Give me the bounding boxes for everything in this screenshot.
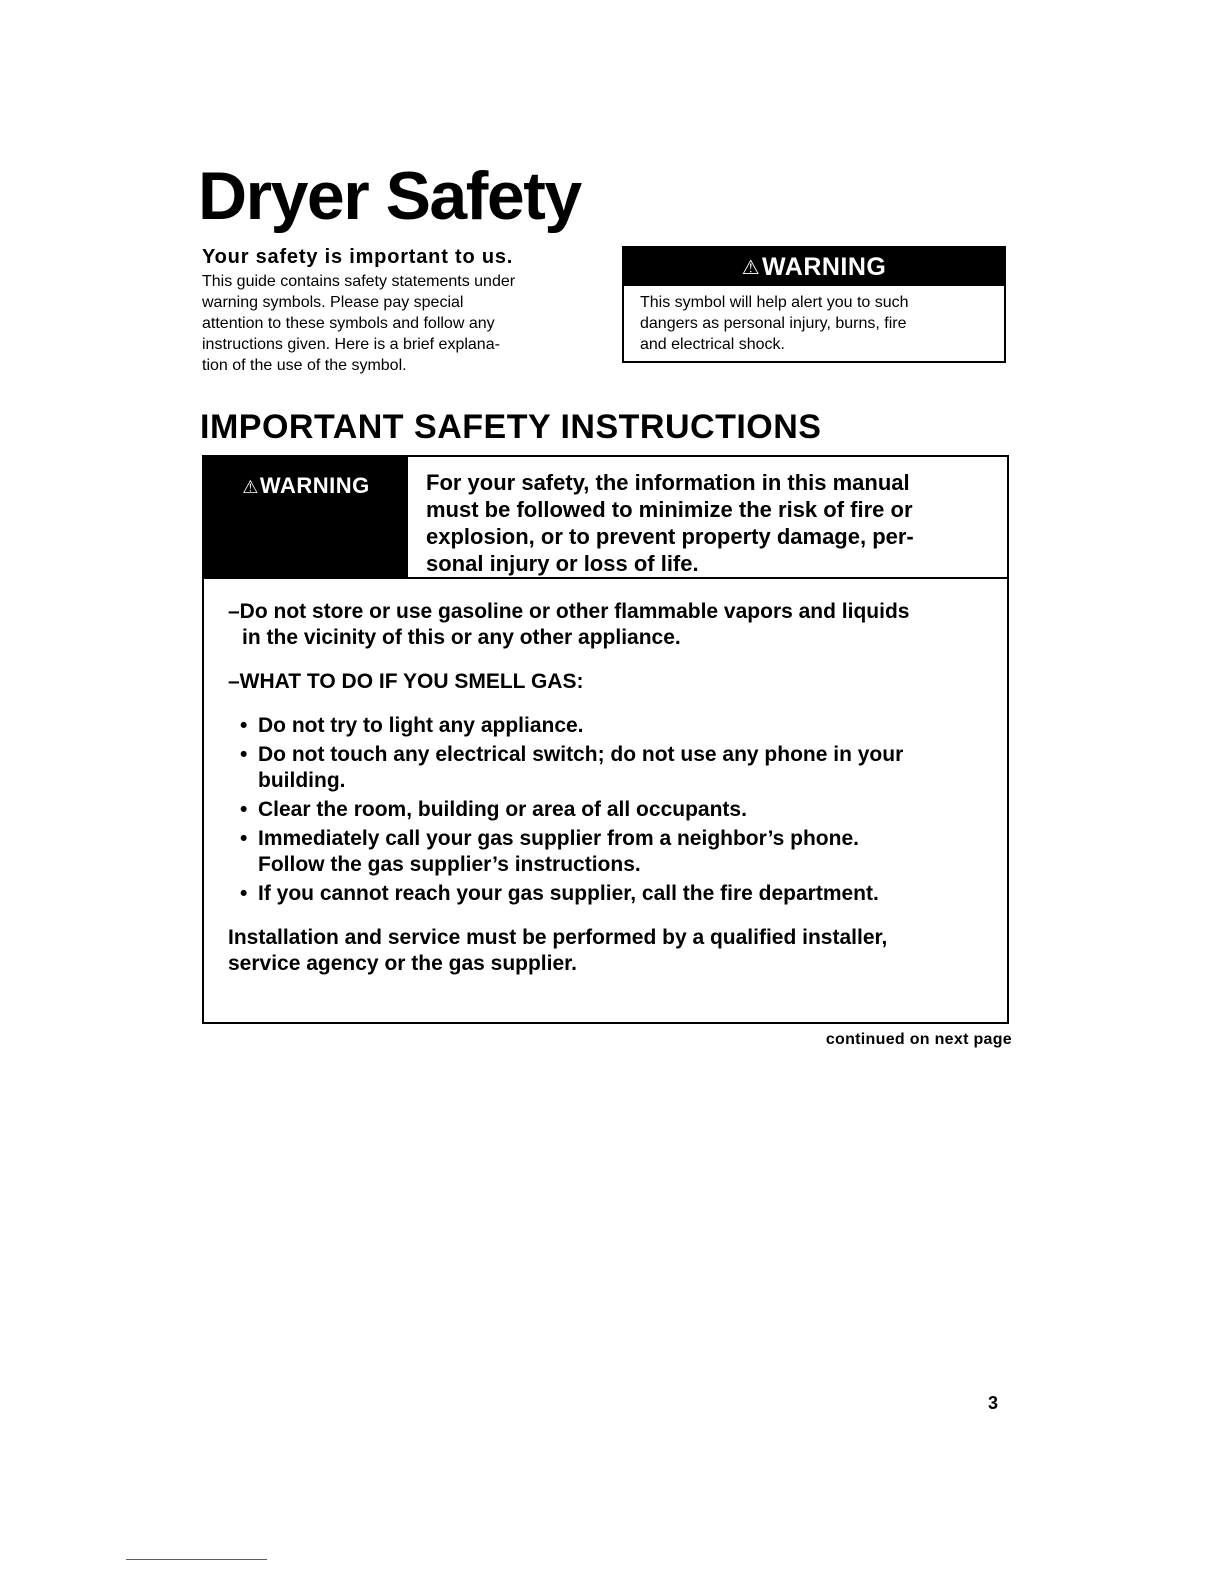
safety-instructions-box — [202, 455, 1009, 1024]
page-number: 3 — [988, 1393, 999, 1413]
instructions-body — [228, 599, 998, 977]
warning-triangle-icon: ⚠ — [741, 256, 761, 279]
list-item: • Do not try to light any appliance. — [240, 714, 584, 737]
bullet-icon: • — [240, 882, 248, 905]
bullet-icon: • — [240, 743, 248, 766]
warning-block — [204, 457, 408, 577]
installation-note: Installation and service must be performed by a qualified installer, service agency or the gas supplier. — [228, 926, 888, 975]
bullet-icon: • — [240, 714, 248, 737]
warning-symbol-text: This symbol will help alert you to such dangers as personal injury, burns, fire and electrical shock. — [640, 294, 909, 353]
gas-steps-list — [228, 713, 998, 907]
bullet-icon: • — [240, 827, 248, 850]
warning-banner — [624, 248, 1004, 286]
page-title: Dryer Safety — [198, 158, 581, 234]
warning-triangle-icon: ⚠ — [242, 477, 259, 497]
list-item: • If you cannot reach your gas supplier, call the fire department. — [240, 882, 879, 905]
list-item: • Clear the room, building or area of all occupants. — [240, 798, 747, 821]
warning-block-text: WARNING — [259, 473, 370, 498]
continued-note: continued on next page — [825, 1031, 1012, 1048]
warning-label: WARNING — [762, 252, 887, 281]
section-heading: IMPORTANT SAFETY INSTRUCTIONS — [200, 408, 822, 446]
intro-heading: Your safety is important to us. — [202, 246, 514, 268]
list-item: • Immediately call your gas supplier from a neighbor’s phone. Follow the gas supplier’s instructions. — [240, 827, 859, 876]
flammables-warning: –Do not store or use gasoline or other flammable vapors and liquids in the vicinity of this or any other appliance. — [228, 600, 910, 649]
warning-block-label — [204, 473, 408, 499]
gas-smell-heading: –WHAT TO DO IF YOU SMELL GAS: — [228, 670, 584, 693]
warning-symbol-box — [622, 246, 1006, 363]
warning-statement: For your safety, the information in this manual must be followed to minimize the risk of fire or explosion, or to prevent property damage, per- sonal injury or loss of life. — [426, 470, 914, 576]
divider — [204, 577, 1007, 579]
footer-rule — [126, 1559, 267, 1560]
list-item: • Do not touch any electrical switch; do not use any phone in your building. — [240, 743, 904, 792]
bullet-icon: • — [240, 798, 248, 821]
intro-text: This guide contains safety statements under warning symbols. Please pay special attention to these symbols and follow any instructions given. Here is a brief explana- tion of the use of the symbol. — [202, 273, 516, 374]
